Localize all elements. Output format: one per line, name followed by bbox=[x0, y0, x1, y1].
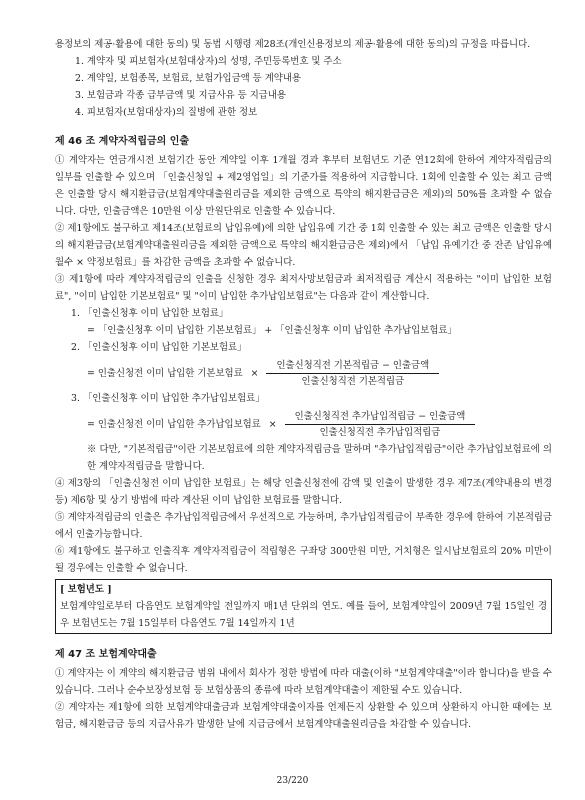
formula-3 bbox=[55, 407, 552, 441]
article-46-title: 제 46 조 계약자적립금의 인출 bbox=[55, 136, 190, 147]
article-47-para-2: ② 계약자는 제1항에 의한 보험계약대출금과 보험계약대출이자를 언제든지 상환할 수 있으며 상환하지 아니한 때에는 보험금, 해지환급금 등의 지급사유가 발생한 날에 지급금에서 보험계약대출원리금을 차감할 수 있습니다. bbox=[55, 702, 552, 730]
article-47-para-1: ① 계약자는 이 계약의 해지환급금 범위 내에서 회사가 정한 방법에 따라 대출(이하 "보험계약대출"이라 합니다)을 받을 수 있습니다. 그러나 순수보장성보험 등 보험상품의 종류에 따라 보험계약대출이 제한될 수도 있습니다. bbox=[55, 668, 552, 696]
insurance-year-box-text: 보험계약일로부터 다음연도 보험계약일 전일까지 매1년 단위의 연도. 예를 들어, 보험계약일이 2009년 7월 15일인 경우 보험년도는 7월 15일부터 다음연도 7월 14일까지 1년 bbox=[60, 601, 547, 629]
intro-paragraph: 용정보의 제공·활용에 대한 동의) 및 동법 시행령 제28조(개인신용정보의 제공·활용에 대한 동의)의 규정을 따릅니다. bbox=[55, 39, 531, 50]
formula-3-fraction bbox=[285, 409, 476, 440]
formula-2 bbox=[55, 356, 552, 390]
article-46-para-3: ③ 제1항에 따라 계약자적립금의 인출을 신청한 경우 최저사망보험금과 최저적립금 계산시 적용하는 "이미 납입한 보험료", "이미 납입한 기본보험료" 및 "이미 납입한 추가납입보험료"는 다음과 같이 계산합니다. bbox=[55, 274, 552, 302]
formula-2-denominator: 인출신청직전 기본적립금 bbox=[301, 375, 405, 387]
formula-3-numerator: 인출신청직전 추가납입적립금 − 인출금액 bbox=[285, 409, 476, 425]
article-47-title: 제 47 조 보험계약대출 bbox=[55, 649, 157, 660]
insurance-year-box-title: [ 보험년도 ] bbox=[60, 584, 112, 595]
formula-2-label: 2. 「인출신청후 이미 납입한 기본보험료」 bbox=[71, 342, 247, 353]
list-item: 1. 계약자 및 피보험자(보험대상자)의 성명, 주민등록번호 및 주소 bbox=[75, 56, 342, 67]
article-46-para-6: ⑥ 제1항에도 불구하고 인출직후 계약자적립금이 적립형은 구좌당 300만원 미만, 거치형은 일시납보험료의 20% 미만이 될 경우에는 인출할 수 없습니다. bbox=[55, 546, 552, 574]
article-46-para-5: ⑤ 계약자적립금의 인출은 추가납입적립금에서 우선적으로 가능하며, 추가납입적립금이 부족한 경우에 한하여 기본적립금에서 인출가능합니다. bbox=[55, 512, 552, 540]
list-item: 3. 보험금과 각종 급부금액 및 지급사유 등 지급내용 bbox=[75, 90, 286, 101]
list-item: 2. 계약일, 보험종목, 보험료, 보험가입금액 등 계약내용 bbox=[75, 73, 301, 84]
formula-2-lhs: = 인출신청전 이미 납입한 기본보험료 bbox=[87, 367, 243, 379]
formula-2-fraction bbox=[266, 358, 439, 389]
page-content bbox=[55, 36, 552, 733]
formula-3-label: 3. 「인출신청후 이미 납입한 추가납입보험료」 bbox=[71, 393, 265, 404]
multiply-sign: × bbox=[250, 367, 259, 379]
formula-1-label: 1. 「인출신청후 이미 납입한 보험료」 bbox=[71, 308, 229, 319]
intro-list bbox=[55, 53, 552, 121]
formula-3-lhs: = 인출신청전 이미 납입한 추가납입보험료 bbox=[87, 418, 261, 430]
page-number: 23/220 bbox=[276, 776, 309, 786]
formula-1-expression: = 「인출신청후 이미 납입한 기본보험료」 + 「인출신청후 이미 납입한 추가납입보험료」 bbox=[87, 325, 457, 336]
formula-note: ※ 다만, "기본적립금"이란 기본보험료에 의한 계약자적립금을 말하며 "추가납입적립금"이란 추가납입보험료에 의한 계약자적립금을 말합니다. bbox=[87, 444, 552, 472]
article-46-para-2: ② 제1항에도 불구하고 제14조(보험료의 납입유예)에 의한 납입유예 기간 중 1회 인출할 수 있는 최고 금액은 인출할 당시의 해지환급금(보험계약대출원리금을 제외한 금액으로 특약의 해지환급금은 제외)에서 「납입 유예기간 중 잔존 납입유예월수 × 약정보험료」를 차감한 금액을 초과할 수 없습니다. bbox=[55, 223, 552, 268]
multiply-sign: × bbox=[268, 418, 277, 430]
formula-3-denominator: 인출신청직전 추가납입적립금 bbox=[319, 426, 441, 438]
insurance-year-box bbox=[55, 579, 552, 634]
article-46-para-1: ① 계약자는 연금개시전 보험기간 동안 계약일 이후 1개월 경과 후부터 보험년도 기준 연12회에 한하여 계약자적립금의 일부를 인출할 수 있으며 「인출신청일 + 제2영업일」의 기준가를 적용하여 지급합니다. 1회에 인출할 수 있는 최고 금액은 인출할 당시 해지환급금(보험계약대출원리금을 제외한 금액으로 특약의 해지환급금은 제외)의 50%를 초과할 수 없습니다. 다만, 인출금액은 10만원 이상 만원단위로 인출할 수 있습니다. bbox=[55, 155, 552, 217]
article-46-para-4: ④ 제3항의 「인출신청전 이미 납입한 보험료」는 해당 인출신청전에 감액 및 인출이 발생한 경우 제7조(계약내용의 변경 등) 제6항 및 상기 방법에 따라 계산된 이미 납입한 보험료를 말합니다. bbox=[55, 478, 552, 506]
formula-2-numerator: 인출신청직전 기본적립금 − 인출금액 bbox=[266, 358, 439, 374]
list-item: 4. 피보험자(보험대상자)의 질병에 관한 정보 bbox=[75, 107, 258, 118]
